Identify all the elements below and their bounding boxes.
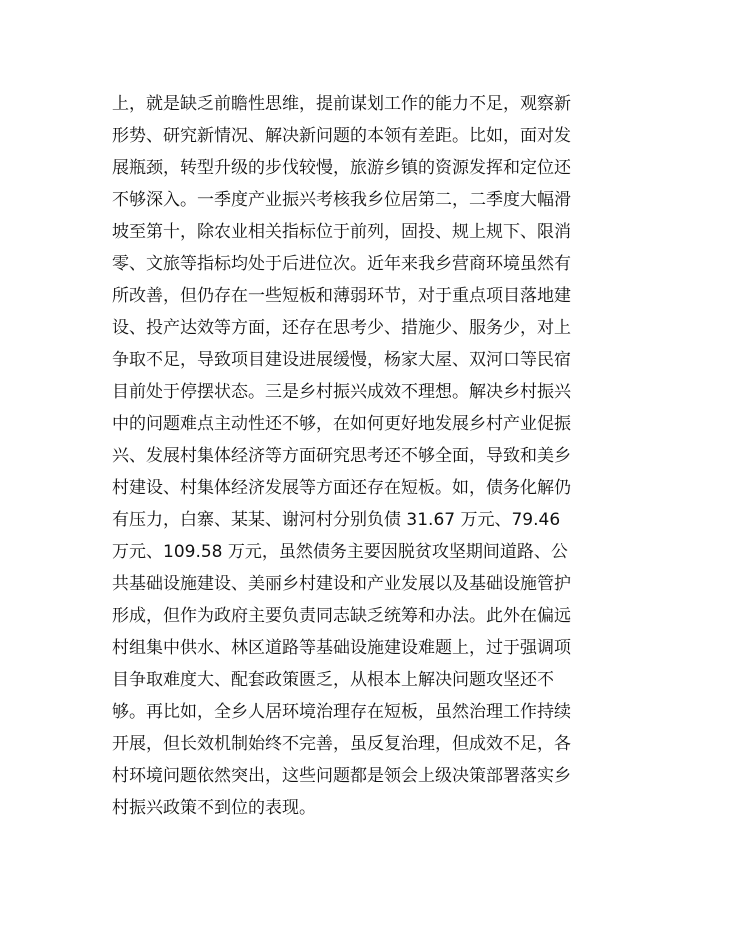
text-line: 上，就是缺乏前瞻性思维，提前谋划工作的能力不足，观察新: [112, 94, 571, 114]
text-line: 所改善，但仍存在一些短板和薄弱环节，对于重点项目落地建: [112, 286, 571, 306]
text-line: 不够深入。一季度产业振兴考核我乡位居第二，二季度大幅滑: [112, 190, 571, 210]
text-line: 目前处于停摆状态。三是乡村振兴成效不理想。解决乡村振兴: [112, 382, 571, 402]
text-line: 村环境问题依然突出，这些问题都是领会上级决策部署落实乡: [112, 766, 571, 786]
text-line: 展瓶颈，转型升级的步伐较慢，旅游乡镇的资源发挥和定位还: [112, 158, 571, 178]
text-line: 目争取难度大、配套政策匮乏，从根本上解决问题攻坚还不: [112, 670, 554, 690]
text-line: 中的问题难点主动性还不够，在如何更好地发展乡村产业促振: [112, 414, 571, 434]
text-line: 设、投产达效等方面，还存在思考少、措施少、服务少，对上: [112, 318, 571, 338]
text-line: 兴、发展村集体经济等方面研究思考还不够全面，导致和美乡: [112, 446, 571, 466]
text-line: 形成，但作为政府主要负责同志缺乏统筹和办法。此外在偏远: [112, 606, 571, 626]
text-line: 形势、研究新情况、解决新问题的本领有差距。比如，面对发: [112, 126, 571, 146]
text-line: 坡至第十，除农业相关指标位于前列，固投、规上规下、限消: [112, 222, 571, 242]
text-line: 有压力，白寨、某某、谢河村分别负债 31.67 万元、79.46: [112, 510, 561, 530]
text-line: 万元、109.58 万元，虽然债务主要因脱贫攻坚期间道路、公: [112, 542, 568, 562]
text-line: 零、文旅等指标均处于后进位次。近年来我乡营商环境虽然有: [112, 254, 571, 274]
text-line: 村组集中供水、林区道路等基础设施建设难题上，过于强调项: [112, 638, 571, 658]
text-line: 够。再比如，全乡人居环境治理存在短板，虽然治理工作持续: [112, 702, 571, 722]
text-line: 共基础设施建设、美丽乡村建设和产业发展以及基础设施管护: [112, 574, 571, 594]
text-line: 村建设、村集体经济发展等方面还存在短板。如，债务化解仍: [112, 478, 571, 498]
text-line: 开展，但长效机制始终不完善，虽反复治理，但成效不足，各: [112, 734, 571, 754]
text-line: 争取不足，导致项目建设进展缓慢，杨家大屋、双河口等民宿: [112, 350, 571, 370]
body-paragraph: [112, 88, 632, 824]
text-line: 村振兴政策不到位的表现。: [112, 798, 316, 818]
